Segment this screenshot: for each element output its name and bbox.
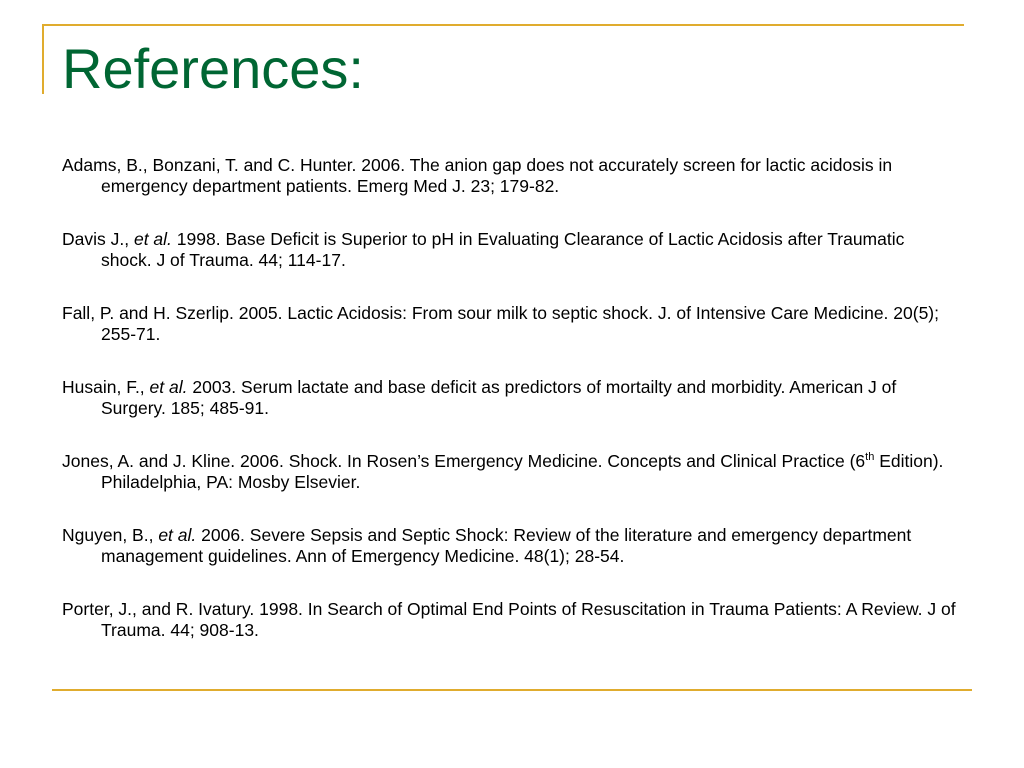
reference-et-al: et al. [149,377,188,397]
title-frame-left-rule [42,24,44,94]
reference-details: 1998. In Search of Optimal End Points of Resuscitation in Trauma Patients: A Review. J of Trauma. 44; 908-13. [101,599,956,640]
reference-details: 2006. Severe Sepsis and Septic Shock: Review of the literature and emergency department management guidelines. Ann of Emergency Medicine. 48(1); 28-54. [101,525,912,566]
reference-list [62,155,957,673]
reference-details: 2005. Lactic Acidosis: From sour milk to septic shock. J. of Intensive Care Medicine. 20(5); 255-71. [101,303,939,344]
reference-authors: Nguyen, B., [62,525,159,545]
reference-item-adams [62,155,957,197]
reference-authors: Husain, F., [62,377,150,397]
reference-superscript: th [865,451,875,464]
reference-authors: Jones, A. and J. Kline. [62,451,236,471]
reference-item-nguyen [62,525,957,567]
reference-item-jones [62,451,957,493]
title-frame-top-rule [42,24,964,26]
reference-details-continued: Edition). Philadelphia, PA: Mosby Elsevier. [101,451,944,492]
reference-details: 2003. Serum lactate and base deficit as predictors of mortailty and morbidity. American J of Surgery. 185; 485-91. [101,377,897,418]
slide-title: References: [62,37,364,100]
reference-item-porter [62,599,957,641]
reference-authors: Adams, B., Bonzani, T. and C. Hunter. [62,155,357,175]
reference-authors: Fall, P. and H. Szerlip. [62,303,234,323]
reference-authors: Porter, J., and R. Ivatury. [62,599,255,619]
reference-item-fall [62,303,957,345]
reference-authors: Davis J., [62,229,134,249]
footer-rule [52,689,972,691]
reference-item-davis [62,229,957,271]
reference-et-al: et al. [133,229,172,249]
reference-et-al: et al. [158,525,197,545]
reference-details: 2006. Shock. In Rosen’s Emergency Medicine. Concepts and Clinical Practice (6 [235,451,866,471]
reference-item-husain [62,377,957,419]
reference-details: 1998. Base Deficit is Superior to pH in Evaluating Clearance of Lactic Acidosis after Traumatic shock. J of Trauma. 44; 114-17. [101,229,905,270]
reference-details: 2006. The anion gap does not accurately screen for lactic acidosis in emergency department patients. Emerg Med J. 23; 179-82. [101,155,893,196]
